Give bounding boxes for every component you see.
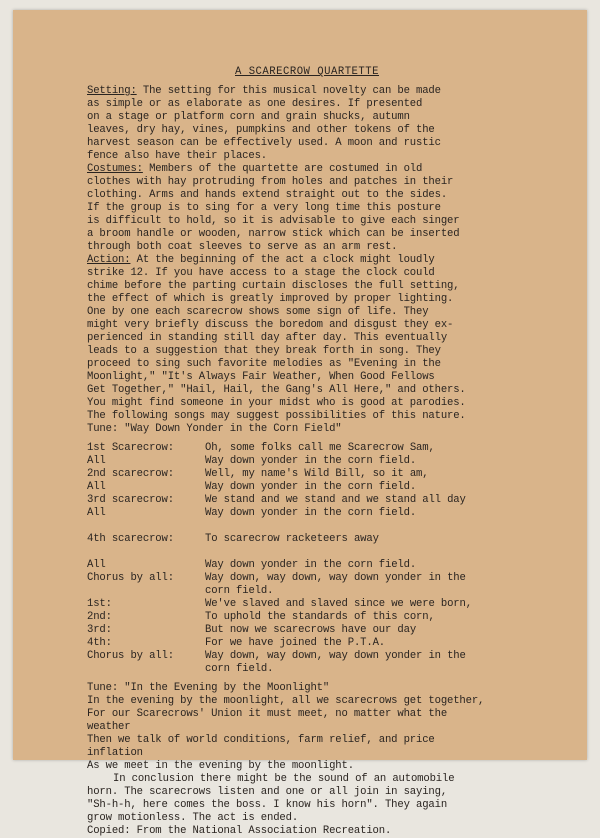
tune-label: Tune: — [87, 423, 119, 435]
tune-name: "Way Down Yonder in the Corn Field" — [118, 423, 342, 435]
action-line: might very briefly discuss the boredom and disgust they ex- — [87, 319, 454, 331]
verse-text: But now we scarecrows have our day — [205, 624, 417, 636]
verse-text: corn field. — [205, 663, 274, 675]
action-label: Action: — [87, 254, 131, 266]
verse-row — [87, 559, 527, 572]
verse-row — [87, 455, 527, 468]
verse-row — [87, 585, 527, 598]
conclusion-line: grow motionless. The act is ended. — [87, 812, 299, 824]
verse-speaker: 4th scarecrow: — [87, 533, 174, 545]
verse-speaker: 2nd scarecrow: — [87, 468, 174, 480]
verse-speaker — [87, 585, 205, 598]
verse-speaker: Chorus by all: — [87, 650, 174, 662]
verse-text: We've slaved and slaved since we were born, — [205, 598, 472, 610]
verse-text: To scarecrow racketeers away — [205, 533, 379, 545]
setting-line: The setting for this musical novelty can be made — [136, 85, 441, 97]
costumes-line: through both coat sleeves to serve as an arm rest. — [87, 241, 398, 253]
conclusion-line: "Sh-h-h, here comes the boss. I know his horn". They again — [87, 799, 448, 811]
typed-text — [87, 66, 527, 838]
verse-speaker — [87, 520, 205, 533]
verse-row — [87, 598, 527, 611]
verse-text: We stand and we stand and we stand all day — [205, 494, 466, 506]
verse-speaker: 3rd scarecrow: — [87, 494, 174, 506]
verse-text: Way down, way down, way down yonder in the — [205, 650, 466, 662]
verse-speaker: 4th: — [87, 637, 112, 649]
verse-text: Way down yonder in the corn field. — [205, 481, 417, 493]
verse-row — [87, 520, 527, 533]
setting-line: as simple or as elaborate as one desires. If presented — [87, 98, 423, 110]
conclusion-section — [87, 773, 527, 825]
verse-text: For we have joined the P.T.A. — [205, 637, 386, 649]
verse-row — [87, 637, 527, 650]
verse-speaker: 1st Scarecrow: — [87, 442, 174, 454]
verse-row — [87, 546, 527, 559]
verse-speaker: Chorus by all: — [87, 572, 174, 584]
action-line: the effect of which is greatly improved by proper lighting. — [87, 293, 454, 305]
page-title: A SCARECROW QUARTETTE — [234, 66, 379, 78]
lyric-line: For our Scarecrows' Union it must meet, no matter what the — [87, 708, 448, 720]
action-line: chime before the parting curtain discloses the full setting, — [87, 280, 460, 292]
verse-row — [87, 533, 527, 546]
verse-text: Well, my name's Wild Bill, so it am, — [205, 468, 429, 480]
source-credit: Copied: From the National Association Recreation. — [87, 825, 392, 837]
setting-line: harvest season can be effectively used. A moon and rustic — [87, 137, 441, 149]
costumes-line: If the group is to sing for a very long time this posture — [87, 202, 441, 214]
costumes-line: clothing. Arms and hands extend straight out to the sides. — [87, 189, 448, 201]
verse-speaker: 3rd: — [87, 624, 112, 636]
action-line: leads to a suggestion that they break forth in song. They — [87, 345, 441, 357]
setting-line: leaves, dry hay, vines, pumpkins and other tokens of the — [87, 124, 435, 136]
action-line: Moonlight," "It's Always Fair Weather, When Good Fellows — [87, 371, 435, 383]
lyric-line: inflation — [87, 747, 143, 759]
verse-row — [87, 650, 527, 663]
verse-speaker — [87, 546, 205, 559]
action-line: The following songs may suggest possibilities of this nature. — [87, 410, 466, 422]
tune-two-section — [87, 682, 527, 773]
verse-text: Oh, some folks call me Scarecrow Sam, — [205, 442, 435, 454]
verse-row — [87, 507, 527, 520]
verse-row — [87, 663, 527, 676]
costumes-line: clothes with hay protruding from holes and patches in their — [87, 176, 454, 188]
verse-speaker: All — [87, 455, 106, 467]
costumes-line: is difficult to hold, so it is advisable to give each singer — [87, 215, 460, 227]
verse-text: Way down yonder in the corn field. — [205, 559, 417, 571]
verse-text: corn field. — [205, 585, 274, 597]
action-section — [87, 254, 527, 423]
verse-row — [87, 494, 527, 507]
setting-line: fence also have their places. — [87, 150, 268, 162]
verse-row — [87, 572, 527, 585]
verse-row — [87, 611, 527, 624]
verse-speaker: 2nd: — [87, 611, 112, 623]
action-line: proceed to sing such favorite melodies as "Evening in the — [87, 358, 441, 370]
action-line: perienced in standing still day after day. This eventually — [87, 332, 448, 344]
action-line: You might find someone in your midst who is good at parodies. — [87, 397, 466, 409]
tune-one-section — [87, 423, 527, 676]
verse-speaker — [87, 663, 205, 676]
costumes-section — [87, 163, 527, 254]
document-page — [13, 10, 587, 837]
verse-speaker: 1st: — [87, 598, 112, 610]
tune-name: "In the Evening by the Moonlight" — [118, 682, 330, 694]
conclusion-line: horn. The scarecrows listen and one or all join in saying, — [87, 786, 448, 798]
costumes-line: a broom handle or wooden, narrow stick which can be inserted — [87, 228, 460, 240]
action-line: One by one each scarecrow shows some sign of life. They — [87, 306, 429, 318]
lyric-line: In the evening by the moonlight, all we scarecrows get together, — [87, 695, 485, 707]
costumes-label: Costumes: — [87, 163, 143, 175]
action-line: strike 12. If you have access to a stage the clock could — [87, 267, 435, 279]
verse-speaker: All — [87, 559, 106, 571]
tune-label: Tune: — [87, 682, 119, 694]
setting-section — [87, 85, 527, 163]
setting-label: Setting: — [87, 85, 137, 97]
verse-text: Way down yonder in the corn field. — [205, 507, 417, 519]
verse-text: Way down yonder in the corn field. — [205, 455, 417, 467]
verse-speaker: All — [87, 481, 106, 493]
verse-row — [87, 624, 527, 637]
lyric-line: As we meet in the evening by the moonlight. — [87, 760, 354, 772]
action-line: At the beginning of the act a clock might loudly — [130, 254, 435, 266]
lyric-line: Then we talk of world conditions, farm relief, and price — [87, 734, 435, 746]
conclusion-line: In conclusion there might be the sound of an automobile — [113, 773, 455, 785]
verse-text: Way down, way down, way down yonder in the — [205, 572, 466, 584]
verse-text: To uphold the standards of this corn, — [205, 611, 435, 623]
verse-row — [87, 468, 527, 481]
lyric-line: weather — [87, 721, 131, 733]
verse-row — [87, 481, 527, 494]
verse-speaker: All — [87, 507, 106, 519]
verse-row — [87, 442, 527, 455]
costumes-line: Members of the quartette are costumed in old — [142, 163, 423, 175]
setting-line: on a stage or platform corn and grain shucks, autumn — [87, 111, 410, 123]
action-line: Get Together," "Hail, Hail, the Gang's All Here," and others. — [87, 384, 466, 396]
